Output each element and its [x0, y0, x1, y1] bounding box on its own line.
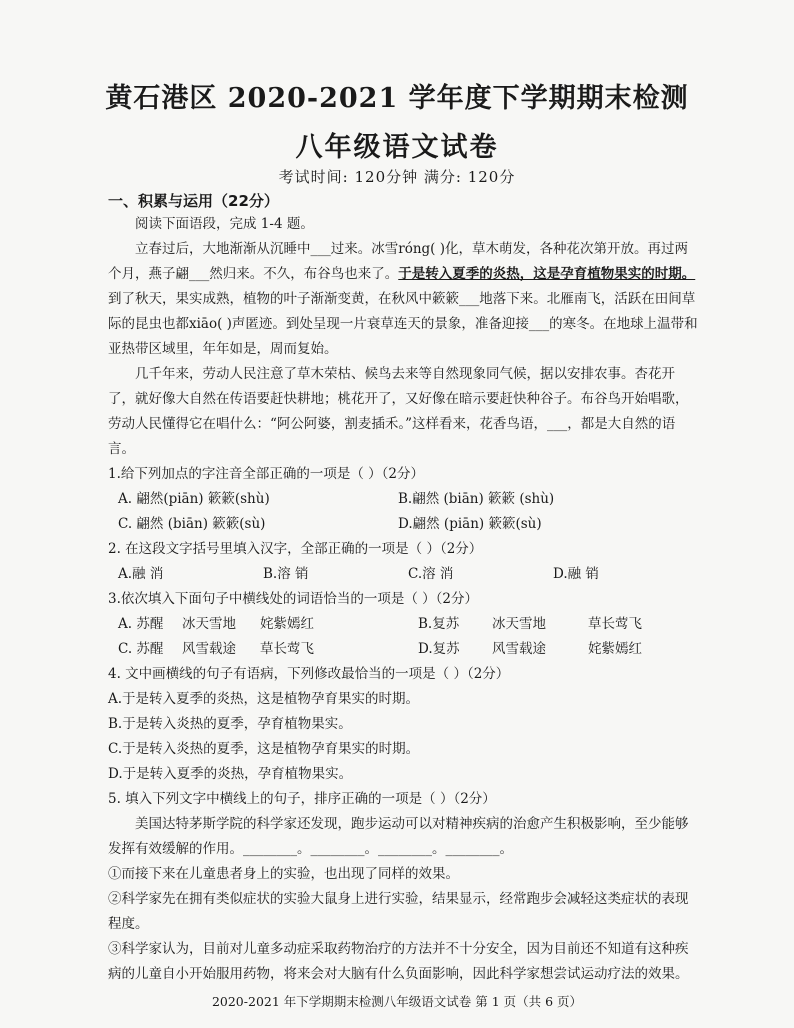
option-row: [108, 487, 698, 512]
passage-paragraph-2: 几千年来，劳动人民注意了草木荣枯、候鸟去来等自然现象同气候，据以安排农事。杏花开了，就好像大自然在传语要赶快耕地；桃花开了，又好像在暗示要赶快种谷子。布谷鸟开始唱歌，劳动人民懂得它在唱什么：“阿公阿婆，割麦插禾。”这样看来，花香鸟语，___，都是大自然的语言。: [108, 366, 689, 457]
underlined-sentence: 于是转入夏季的炎热，这是孕育植物果实的时期。: [398, 266, 696, 282]
option-d: D.翩然 (piān) 簌簌(sù): [398, 516, 542, 532]
page-footer: 2020-2021 年下学期期末检测八年级语文试卷 第 1 页（共 6 页）: [211, 994, 583, 1009]
passage-paragraph-1: [108, 237, 698, 362]
sentence-2: ②科学家先在拥有类似症状的实验大鼠身上进行实验，结果显示，经常跑步会减轻这类症状的表现程度。: [108, 891, 689, 932]
exam-subject-title: 八年级语文试卷: [295, 132, 499, 163]
question-2: [108, 537, 698, 587]
question-1: [108, 462, 698, 537]
option-a: A. 翩然(piān) 簌簌(shù): [118, 491, 270, 507]
question-stem: 5. 填入下列文字中横线上的句子，排序正确的一项是（ ）（2分）: [108, 791, 496, 807]
section-heading: 一、积累与运用（22分）: [108, 192, 279, 210]
option-d-word3: 姹紫嫣红: [588, 641, 642, 657]
question-3: [108, 587, 698, 662]
option-d: D.融 销: [553, 566, 599, 582]
option-c: C. 翩然 (biān) 簌簌(sù): [118, 516, 266, 532]
option-a: A.于是转入夏季的炎热，这是植物孕育果实的时期。: [108, 691, 420, 707]
question-passage: 美国达特茅斯学院的科学家还发现，跑步运动可以对精神疾病的治愈产生积极影响，至少能够发挥有效缓解的作用。________。________。________。________。: [108, 816, 689, 857]
option-c-word2: 风雪载途: [182, 641, 236, 657]
question-5: [108, 787, 698, 987]
option-row: [108, 512, 698, 537]
question-stem: 3.依次填入下面句子中横线处的词语恰当的一项是（ ）（2分）: [108, 591, 479, 607]
option-a: A.融 消: [118, 566, 164, 582]
option-d-word1: D.复苏: [418, 641, 460, 657]
section-intro: 阅读下面语段，完成 1-4 题。: [135, 216, 314, 232]
option-row: [108, 562, 698, 587]
exam-body: [108, 212, 698, 987]
sentence-3: ③科学家认为，目前对儿童多动症采取药物治疗的方法并不十分安全，因为目前还不知道有这种疾病的儿童自小开始服用药物，将来会对大脑有什么负面影响，因此科学家想尝试运动疗法的效果。: [108, 941, 689, 982]
question-stem: 2. 在这段文字括号里填入汉字，全部正确的一项是（ ）（2分）: [108, 541, 483, 557]
option-b-word1: B.复苏: [418, 616, 460, 632]
option-row: [108, 612, 698, 637]
exam-time-score: 考试时间: 120分钟 满分: 120分: [278, 168, 516, 186]
passage-text: 立春过后，大地渐渐从沉睡中___过来。冰雪róng( )化，草木萌发，各种花次第开放。再过两个月，燕子翩___然归来。不久，布谷鸟也来了。: [108, 241, 688, 282]
option-b: B.于是转入炎热的夏季，孕育植物果实。: [108, 716, 352, 732]
option-row: [108, 637, 698, 662]
option-a-word1: A. 苏醒: [118, 616, 164, 632]
sentence-1: ①而接下来在儿童患者身上的实验，也出现了同样的效果。: [108, 866, 459, 882]
option-d-word2: 风雪载途: [492, 641, 546, 657]
option-b: B.溶 销: [263, 566, 309, 582]
option-b-word2: 冰天雪地: [492, 616, 546, 632]
exam-title: 黄石港区 2020-2021 学年度下学期期末检测: [105, 83, 689, 114]
question-stem: 4. 文中画横线的句子有语病，下列修改最恰当的一项是（ ）（2分）: [108, 666, 510, 682]
question-stem: 1.给下列加点的字注音全部正确的一项是（ ）（2分）: [108, 466, 425, 482]
option-c-word3: 草长莺飞: [260, 641, 314, 657]
question-4: [108, 662, 698, 787]
option-c-word1: C. 苏醒: [118, 641, 164, 657]
option-a-word2: 冰天雪地: [182, 616, 236, 632]
option-c: C.溶 消: [408, 566, 454, 582]
option-a-word3: 姹紫嫣红: [260, 616, 314, 632]
option-d: D.于是转入夏季的炎热，孕育植物果实。: [108, 766, 353, 782]
option-b-word3: 草长莺飞: [588, 616, 642, 632]
option-c: C.于是转入炎热的夏季，这是植物孕育果实的时期。: [108, 741, 420, 757]
option-b: B.翩然 (biān) 簌簌 (shù): [398, 491, 555, 507]
passage-text: 到了秋天，果实成熟，植物的叶子渐渐变黄，在秋风中簌簌___地落下来。北雁南飞，活跃在田间草际的昆虫也都xiāo( )声匿迹。到处呈现一片衰草连天的景象，准备迎接___的寒冬。在地球上温带和亚热带区域里，年年如是，周而复始。: [108, 291, 698, 357]
